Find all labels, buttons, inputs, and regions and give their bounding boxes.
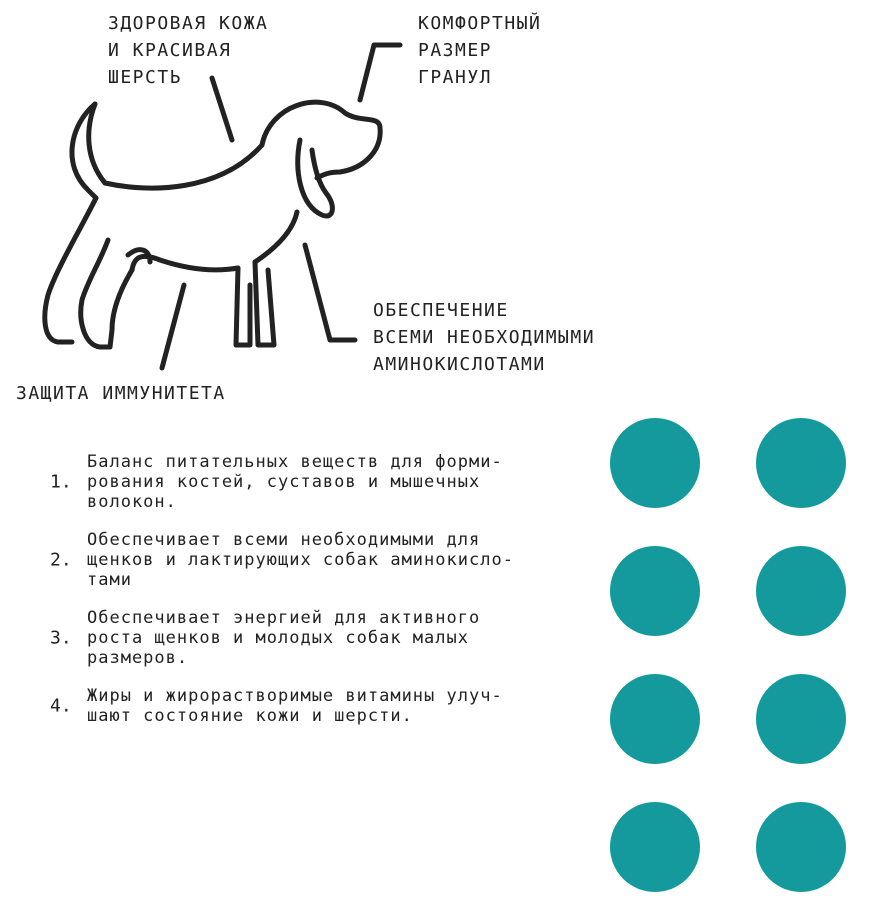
dog-chest bbox=[255, 212, 297, 262]
benefit-text: Обеспечивает энергией для активного роста щенков и молодых собак малых размеров. bbox=[87, 608, 481, 668]
teal-dot-icon bbox=[756, 546, 846, 636]
benefit-item bbox=[40, 686, 585, 726]
benefit-item bbox=[40, 530, 585, 590]
caption-healthy-skin: ЗДОРОВАЯ КОЖА И КРАСИВАЯ ШЕРСТЬ bbox=[108, 13, 269, 88]
teal-dot-icon bbox=[610, 674, 700, 764]
pointer-size bbox=[360, 45, 400, 100]
caption-immunity: ЗАЩИТА ИММУНИТЕТА bbox=[16, 383, 226, 404]
dog-hind-leg-inner bbox=[81, 240, 132, 347]
benefit-number: 4. bbox=[50, 695, 72, 717]
teal-dot-icon bbox=[756, 674, 846, 764]
benefit-number: 3. bbox=[50, 627, 72, 649]
dog-front-leg-front bbox=[255, 262, 274, 345]
teal-dot-icon bbox=[610, 546, 700, 636]
caption-amino-acids: ОБЕСПЕЧЕНИЕ ВСЕМИ НЕОБХОДИМЫМИ АМИНОКИСЛОТАМИ bbox=[373, 300, 596, 375]
teal-dot-icon bbox=[756, 802, 846, 892]
benefit-number: 1. bbox=[50, 471, 72, 493]
benefit-text: Жиры и жирорастворимые витамины улуч- шают состояние кожи и шерсти. bbox=[87, 686, 503, 726]
benefit-number: 2. bbox=[50, 549, 72, 571]
dog-hind-leg bbox=[45, 198, 96, 342]
benefit-item bbox=[40, 608, 585, 668]
dog-back bbox=[105, 145, 262, 188]
benefit-text: Баланс питательных веществ для форми- рования костей, суставов и мышечных волокон. bbox=[87, 452, 503, 512]
dog-head bbox=[262, 102, 380, 178]
teal-dot-icon bbox=[610, 802, 700, 892]
decorative-dot-grid bbox=[610, 418, 846, 892]
benefit-item bbox=[40, 452, 585, 512]
pointer-amino bbox=[305, 245, 355, 340]
benefit-text: Обеспечивает всеми необходимыми для щенков и лактирующих собак аминокисло- тами bbox=[87, 530, 514, 590]
benefits-list bbox=[40, 452, 585, 744]
caption-granule-size: КОМФОРТНЫЙ РАЗМЕР ГРАНУЛ bbox=[418, 13, 542, 88]
pointer-immune bbox=[162, 285, 184, 368]
teal-dot-icon bbox=[610, 418, 700, 508]
teal-dot-icon bbox=[756, 418, 846, 508]
dog-front-leg-back bbox=[236, 268, 250, 345]
dog-tail-inner bbox=[89, 104, 105, 183]
